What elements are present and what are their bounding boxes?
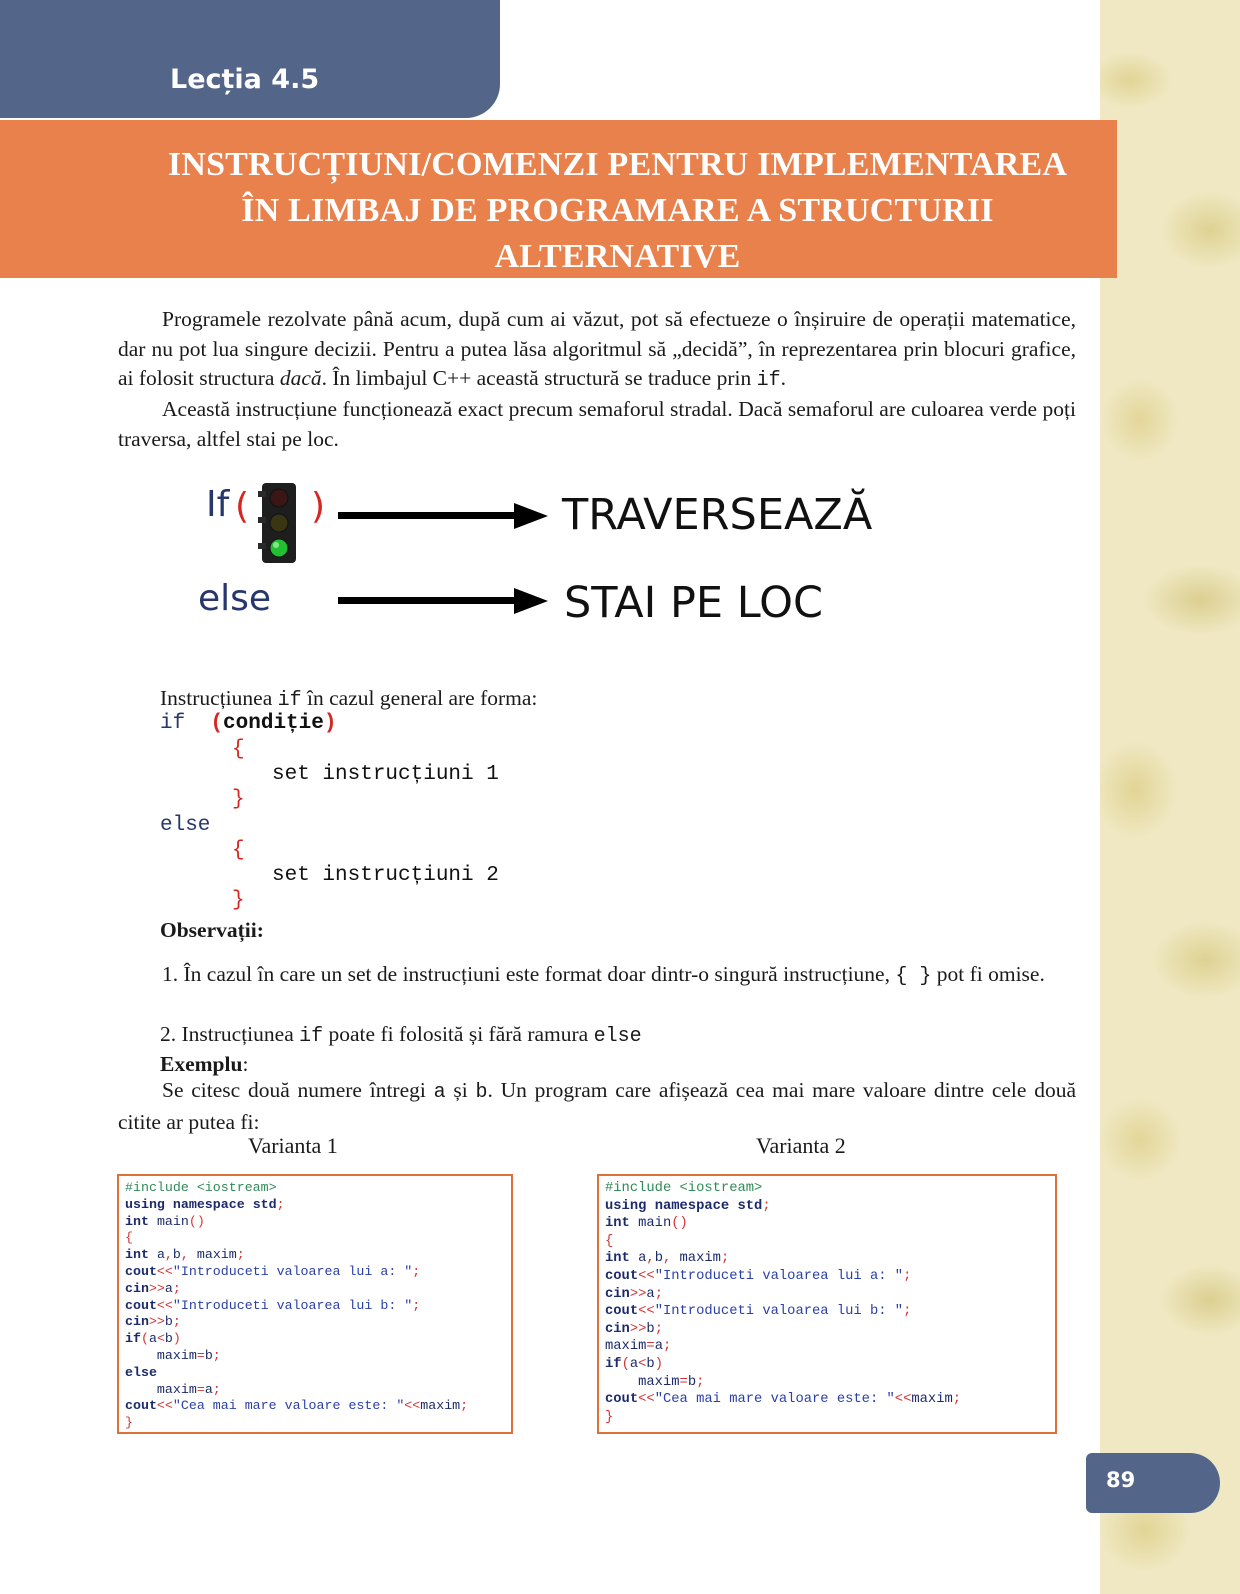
intro-paragraph-1 [118,305,1076,396]
intro-period: . [780,366,786,390]
code-if-line [160,712,336,735]
variant-2-label: Varianta 2 [756,1133,846,1158]
diagram-if-label: If [206,484,230,525]
intro-code-if: if [756,369,781,392]
code-line: int a,b, maxim; [605,1251,730,1267]
example-var-a: a [433,1081,446,1104]
code-line: cin>>a; [605,1286,663,1302]
diagram-else-label: else [198,578,272,619]
code-line: cout<<"Cea mai mare valoare este: "<<maxim; [605,1392,962,1408]
general-form-text-2: în cazul general are forma: [301,686,538,710]
arrow-right-icon [338,500,550,532]
code-line: if(a<b) [125,1331,181,1347]
code-brace-open-1: { [232,738,245,761]
observation-2-code-else: else [593,1025,642,1048]
observation-2-text: 2. Instrucțiunea [160,1022,300,1046]
example-text-2: și [445,1078,476,1102]
code-line: cout<<"Introduceti valoarea lui a: "; [605,1268,912,1284]
title-line-2: ÎN LIMBAJ DE PROGRAMARE A STRUCTURII [241,192,994,229]
code-brace-close-1: } [232,788,245,811]
code-if-keyword: if [160,712,186,735]
variant-2-code [605,1180,1049,1426]
variant-1-label: Varianta 1 [248,1133,338,1158]
code-line: maxim=b; [638,1374,705,1390]
intro-emphasis: dacă [279,366,322,390]
observation-2-code-if: if [299,1025,324,1048]
code-brace-close-2: } [232,889,245,912]
traffic-light-icon [256,481,300,565]
lesson-tab [0,0,500,118]
variant-1-code [125,1180,505,1432]
code-line: cin>>b; [125,1314,181,1330]
observation-1-braces: { } [895,965,932,988]
observation-1-text: 1. În cazul în care un set de instrucțiuni este format doar dintr-o singură instrucțiune, [162,962,896,986]
title-line-1: INSTRUCȚIUNI/COMENZI PENTRU IMPLEMENTAREA [167,146,1068,183]
code-line: int main() [605,1216,688,1232]
code-line: { [605,1233,614,1249]
lesson-label: Lecția 4.5 [170,64,320,95]
code-line: cout<<"Introduceti valoarea lui b: "; [605,1304,912,1320]
example-var-b: b [475,1081,488,1104]
code-brace-open-2: { [232,839,245,862]
arrow-right-icon [338,585,550,617]
code-line: { [125,1230,133,1246]
observation-2-text-2: poate fi folosită și fără ramura [323,1022,594,1046]
title-line-3: ALTERNATIVE [494,238,741,275]
code-line: maxim=a; [605,1339,672,1355]
diagram-close-paren: ) [311,486,326,527]
observation-1-text-2: pot fi omise. [931,962,1045,986]
code-set-1: set instrucțiuni 1 [272,763,499,786]
example-text-3: . Un program care afișează cea mai mare valoare dintre cele două citite ar putea fi: [118,1078,1076,1134]
page-number: 89 [1106,1468,1136,1492]
code-line: } [605,1409,614,1425]
variant-1-code-box [117,1174,513,1434]
decorative-side-strip [1100,0,1240,1594]
code-condition: condiție [223,712,324,735]
result-stai-pe-loc: STAI PE LOC [564,578,824,628]
example-statement [118,1076,1076,1137]
code-line: cin>>a; [125,1280,181,1296]
code-line: cout<<"Introduceti valoarea lui a: "; [125,1263,421,1279]
general-form-code-if: if [277,689,302,712]
code-line: cout<<"Introduceti valoarea lui b: "; [125,1297,421,1313]
variant-2-code-box [597,1174,1057,1434]
code-line: using namespace std; [125,1196,285,1212]
code-line: if(a<b) [605,1356,663,1372]
general-form-text: Instrucțiunea [160,686,278,710]
code-else-keyword: else [160,814,211,837]
general-form-intro [160,684,1060,716]
code-line: } [125,1415,133,1431]
code-paren-open: ( [210,712,224,735]
code-line: int a,b, maxim; [125,1247,245,1263]
intro-paragraph-2: Această instrucțiune funcționează exact precum semaforul stradal. Dacă semaforul are culoarea verde poți traversa, altfel stai pe loc. [118,397,1076,451]
example-text: Se citesc două numere întregi [162,1078,434,1102]
code-line: #include <iostream> [605,1181,763,1196]
code-line: maxim=b; [156,1347,221,1363]
example-heading-text: Exemplu [160,1052,243,1076]
code-line: #include <iostream> [125,1180,277,1195]
diagram-open-paren: ( [235,486,250,527]
intro-text: Programele rezolvate până acum, după cum ai văzut, pot să efectueze o înșiruire de operații matematice, dar nu pot lua singure decizii. Pentru a putea lăsa algoritmul să „decidă”, în reprezentarea prin blocuri grafice, ai folosit structura [118,307,1076,390]
observation-1 [118,960,1076,992]
code-line: cout<<"Cea mai mare valoare este: "<<maxim; [125,1398,469,1414]
code-line: else [125,1364,157,1380]
code-paren-close: ) [323,712,337,735]
code-set-2: set instrucțiuni 2 [272,864,499,887]
example-heading-colon: : [242,1052,249,1076]
result-traverseaza: TRAVERSEAZĂ [562,490,873,540]
code-line: maxim=a; [156,1381,221,1397]
code-line: using namespace std; [605,1198,771,1214]
code-line: cin>>b; [605,1321,663,1337]
observation-2 [160,1020,1060,1052]
observations-heading: Observații: [160,918,264,942]
code-line: int main() [125,1213,205,1229]
intro-text-2: . În limbajul C++ această structură se traduce prin [321,366,757,390]
chapter-title [120,142,1115,280]
